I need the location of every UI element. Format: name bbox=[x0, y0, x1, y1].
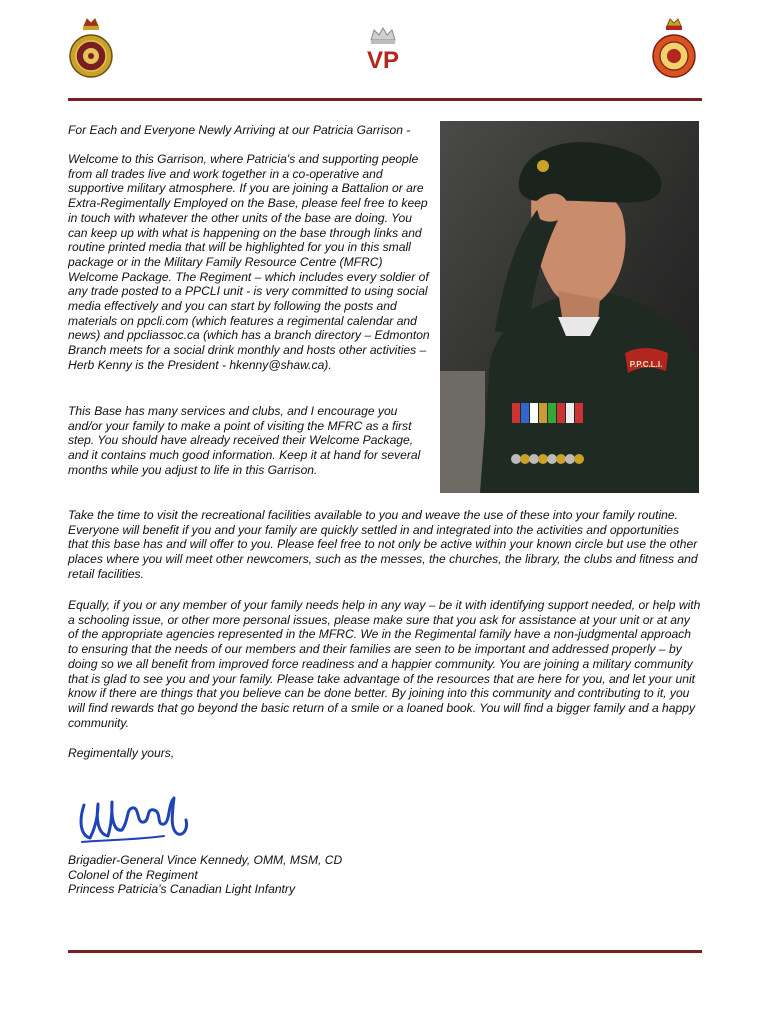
base-services-paragraph: This Base has many services and clubs, and I encourage you and/or your family to make a point of visiting the MFRC as a first step. You should have already received their Welcome Package, and it contains much good information. Keep it at hand for several months while you adjust to life in this Garrison. bbox=[68, 404, 421, 477]
shoulder-flash-text: P.P.C.L.I. bbox=[629, 360, 663, 369]
vp-logo bbox=[360, 20, 406, 76]
vp-logo-text: VP bbox=[366, 47, 400, 74]
signatory-title: Colonel of the Regiment bbox=[68, 867, 198, 882]
signatory-regiment: Princess Patricia’s Canadian Light Infantry bbox=[68, 882, 295, 897]
support-paragraph: Equally, if you or any member of your family needs help in any way – be it with identifying support needed, or help with a schooling issue, or other more personal issues, please make sure that you ask for assistance at your unit or at any of the appropriate agencies represented in the MFRC. We in the Regimental family have a non-judgmental approach to ensuring that the needs of our members and their families are seen to be important and addressed properly – by doing so we all benefit from improved force readiness and a happier community. You are joining a military community that is glad to see you and your family. Please take advantage of the resources that are here for you, and let your unit know if there are things that you believe can be done better. By joining into this community and contributing to it, you will find rewards that go beyond the basic return of a smile or a loaned book. You will find a bigger family and a happy community. bbox=[68, 598, 701, 730]
signatory-name: Brigadier-General Vince Kennedy, OMM, MSM, CD bbox=[68, 853, 343, 867]
letter-closing: Regimentally yours, bbox=[68, 746, 175, 760]
ppcli-crest-icon bbox=[651, 16, 697, 84]
saluting-officer-photo bbox=[440, 121, 699, 493]
header-divider bbox=[68, 98, 702, 101]
regimental-crest-icon bbox=[68, 16, 114, 84]
handwritten-signature bbox=[74, 790, 192, 850]
recreation-paragraph: Take the time to visit the recreational facilities available to you and weave the use of these into your family routine. Everyone will benefit if you and your family are quickly settled in and integrated into the activities and opportunities that this base has and will offer to you. Please feel free to not only be active within your known circle but use the other places where you will meet other newcomers, such as the messes, the churches, the library, the clubs and fitness and retail facilities. bbox=[68, 508, 698, 581]
letter-greeting: For Each and Everyone Newly Arriving at our Patricia Garrison - bbox=[68, 123, 411, 137]
footer-divider bbox=[68, 950, 702, 953]
signatory-block bbox=[68, 853, 468, 897]
welcome-paragraph: Welcome to this Garrison, where Patricia's and supporting people from all trades live and work together in a co-operative and supportive military atmosphere. If you are joining a Battalion or are Extra-Regimentally Employed on the Base, please feel free to keep in touch with whatever the other units of the base are doing. You can keep up with what is happening on the base through links and routine printed media that will be highlighted for you in this small package or in the Military Family Resource Centre (MFRC) Welcome Package. The Regiment – which includes every soldier of any trade posted to a PPCLI unit - is very committed to using social media effectively and you can start by following the posts and materials on ppcli.com (which features a regimental calendar and news) and ppcliassoc.ca (which has a branch directory – Edmonton Branch meets for a social drink monthly and hosts other activities – Herb Kenny is the President - hkenny@shaw.ca). bbox=[68, 152, 430, 372]
